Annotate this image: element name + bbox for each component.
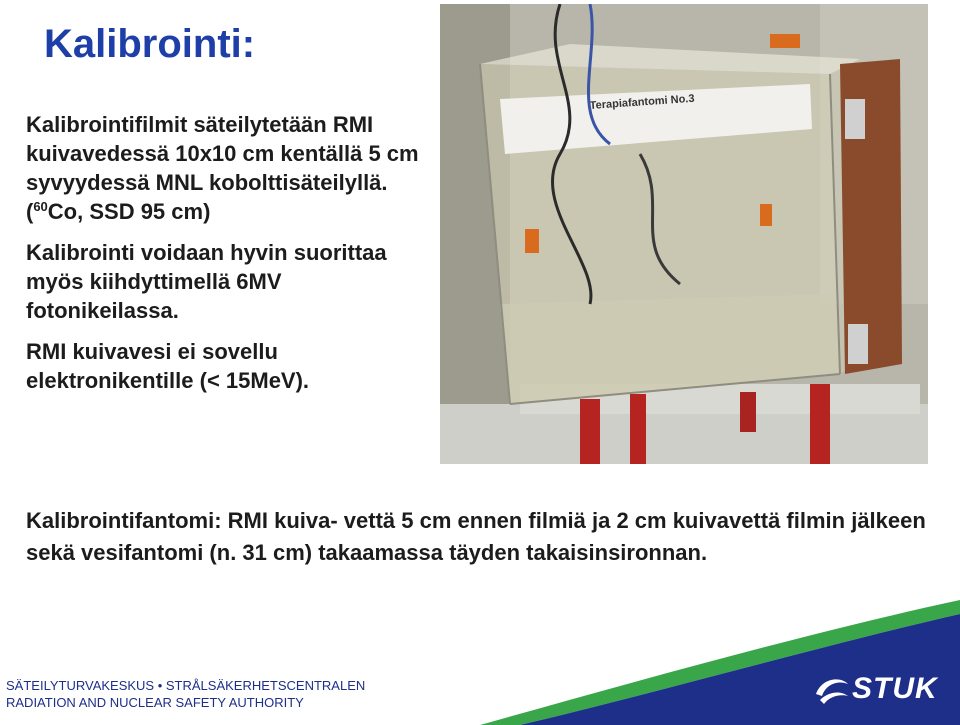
stuk-logo-text: STUK: [852, 672, 938, 705]
co60-rest: Co, SSD 95 cm): [47, 199, 211, 224]
co60-open: (: [26, 199, 34, 224]
co60-superscript: 60: [33, 199, 48, 214]
paragraph-electron-fields: RMI kuivavesi ei sovellu elektronikentille (< 15MeV).: [26, 339, 310, 393]
footer-org-line2: RADIATION AND NUCLEAR SAFETY AUTHORITY: [6, 695, 304, 710]
paragraph-calibration-films-text: Kalibrointifilmit säteilytetään RMI kuivavedessä 10x10 cm kentällä 5 cm syvyydessä MNL kobolttisäteilyllä.: [26, 112, 419, 195]
paragraph-accelerator: Kalibrointi voidaan hyvin suorittaa myös kiihdyttimellä 6MV fotonikeilassa.: [26, 240, 387, 323]
paragraph-calibration-films: [26, 110, 436, 226]
phantom-photo: [440, 4, 928, 464]
footer-org-line1: SÄTEILYTURVAKESKUS • STRÅLSÄKERHETSCENTRALEN: [6, 678, 366, 693]
footer-organization: [6, 677, 365, 711]
co60-note: [26, 199, 210, 224]
slide-title: Kalibrointi:: [44, 22, 256, 66]
phantom-photo-graphic: [440, 4, 928, 464]
stuk-logo-mark-icon: [812, 670, 852, 710]
stuk-logo: [812, 670, 942, 710]
phantom-label: Terapiafantomi No.3: [589, 92, 695, 112]
left-text-block: [26, 110, 436, 407]
bottom-text: Kalibrointifantomi: RMI kuiva- vettä 5 cm ennen filmiä ja 2 cm kuivavettä filmin jälkeen sekä vesifantomi (n. 31 cm) takaamassa täyden takaisinsironnan.: [26, 508, 926, 565]
